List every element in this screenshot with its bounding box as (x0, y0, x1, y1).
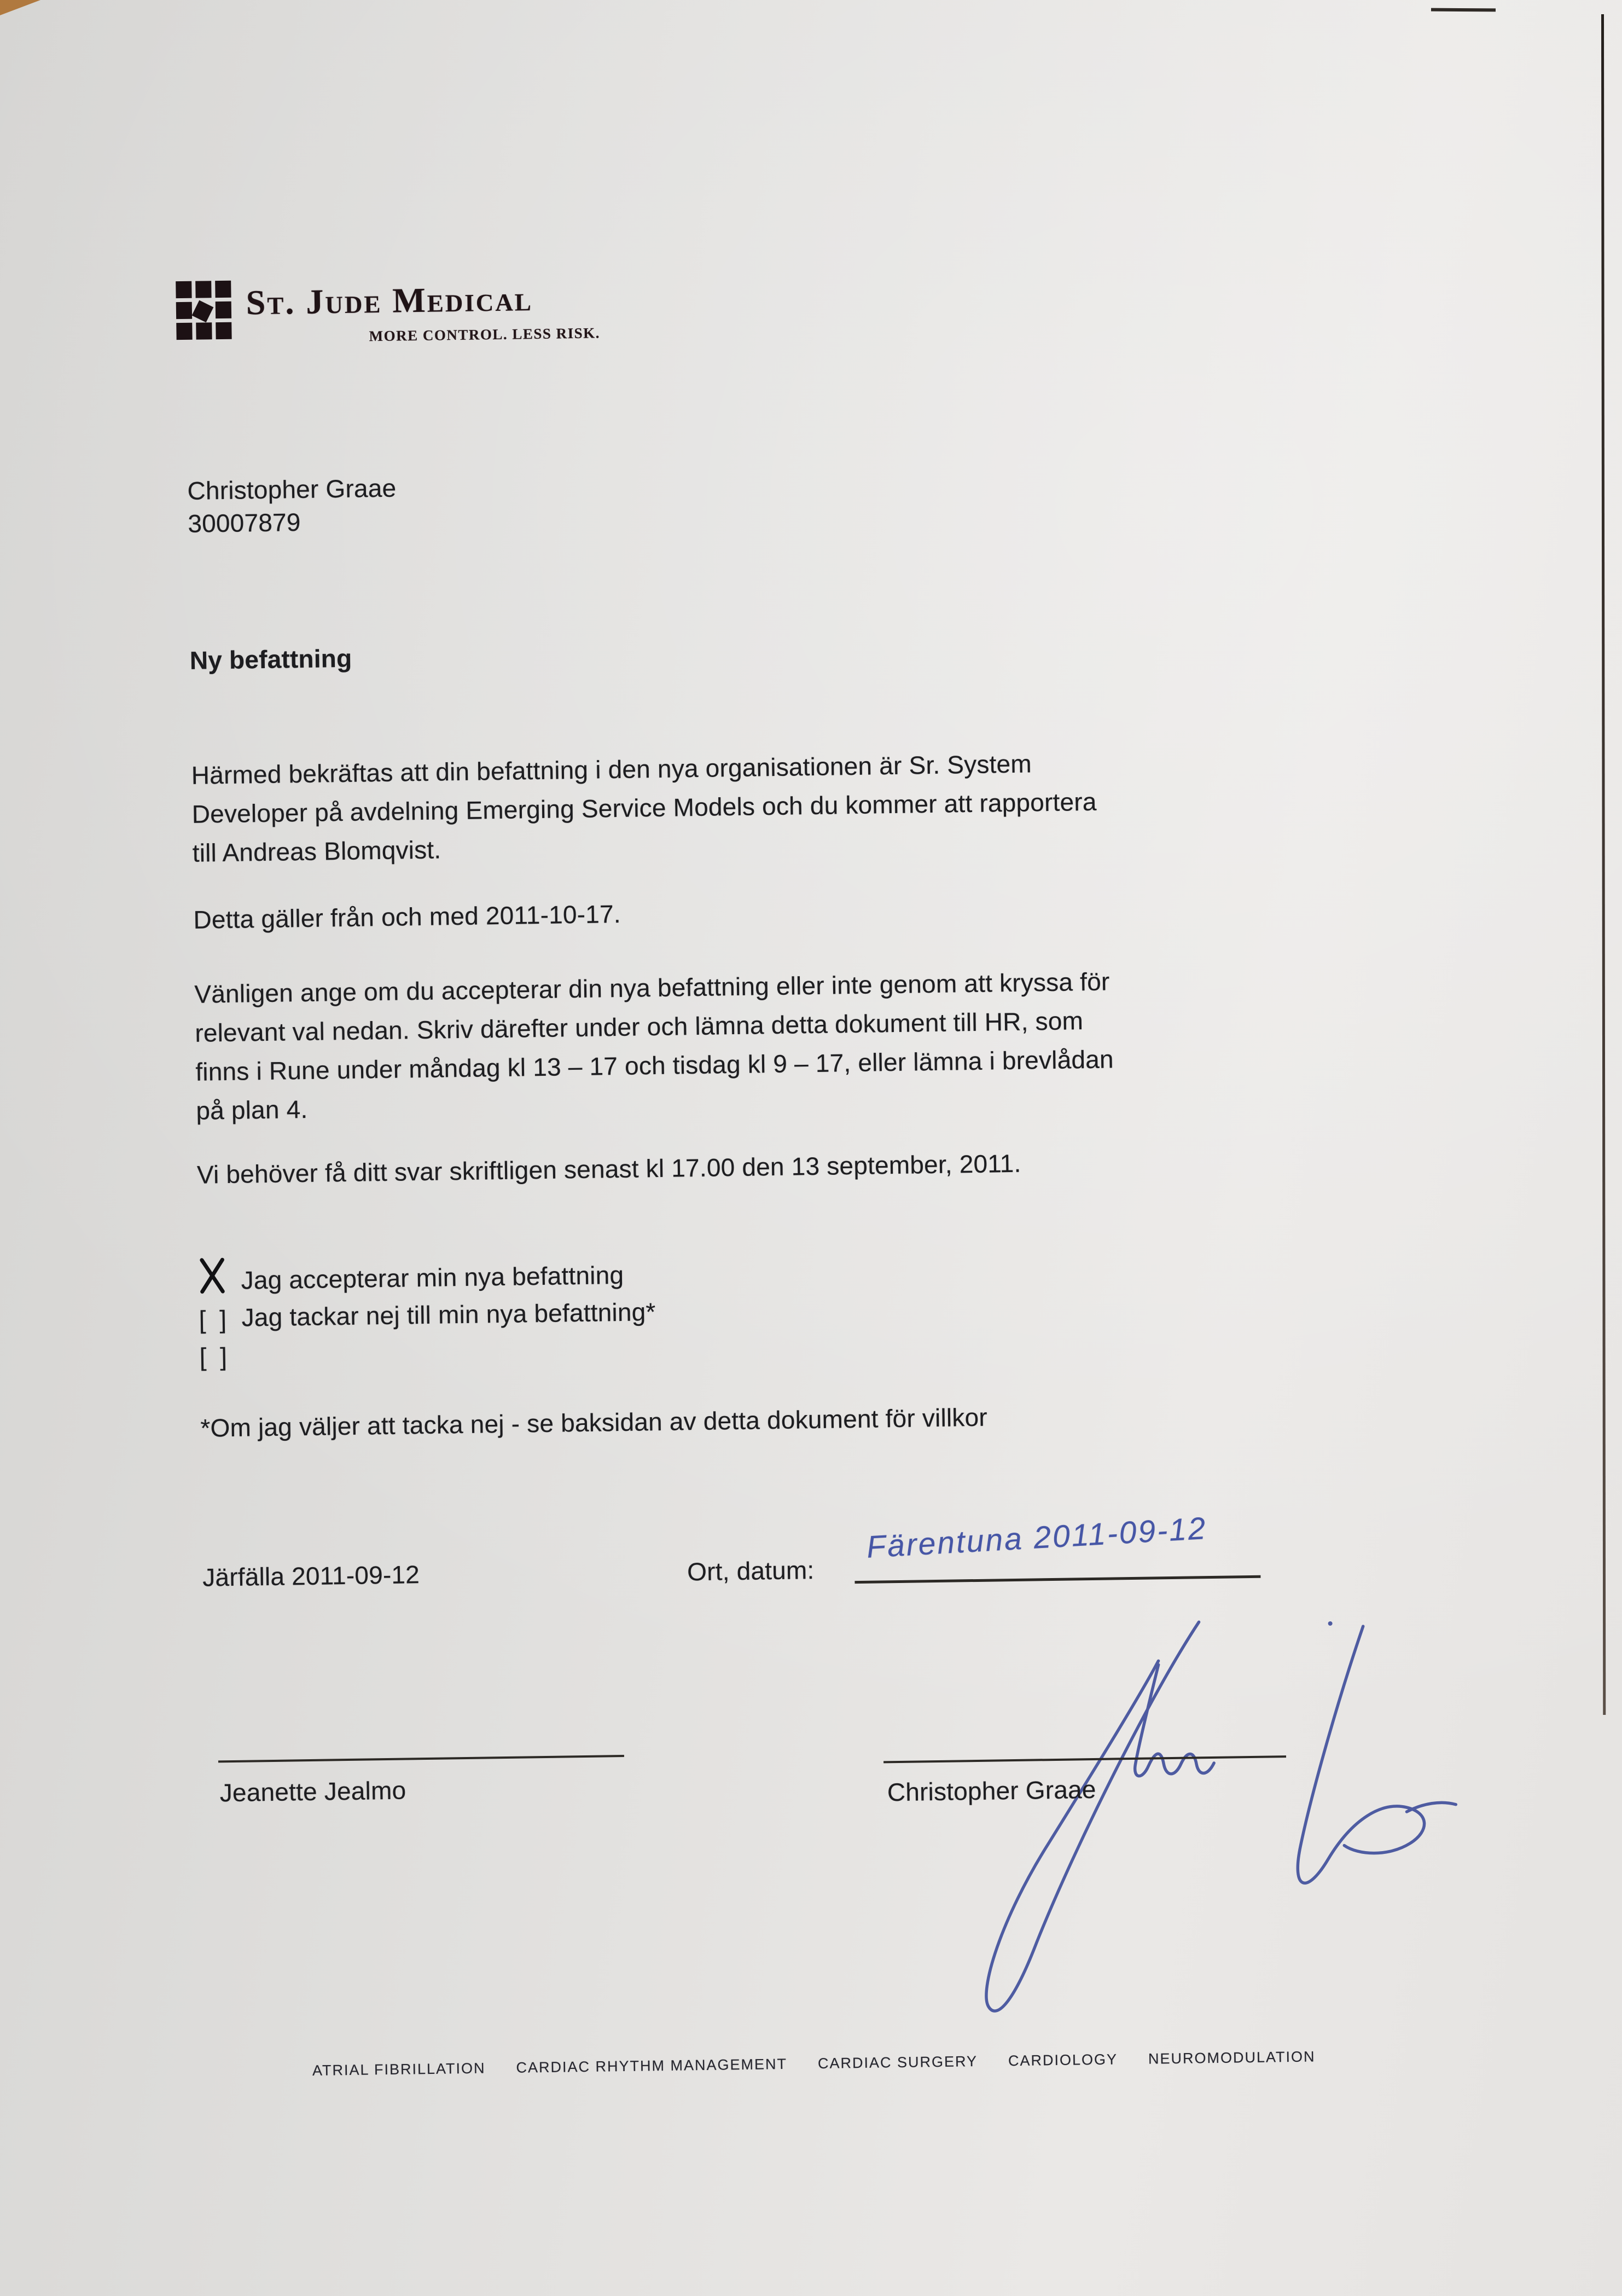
choice-decline-row (199, 1292, 656, 1377)
choice-accept-label: Jag accepterar min nya befattning (241, 1260, 624, 1295)
checkbox-brackets: [ ] (199, 1304, 230, 1334)
footer-item-atrial-fibrillation: ATRIAL FIBRILLATION (312, 2060, 486, 2079)
handwritten-signature (816, 1609, 1467, 2022)
paragraph-confirmation: Härmed bekräftas att din befattning i den nya organisationen är Sr. System Developer på avdelning Emerging Service Models och du kommer att rapportera till Andreas Blomqvist. (191, 749, 1097, 867)
ort-datum-underline (854, 1575, 1260, 1584)
footer-item-neuromodulation: NEUROMODULATION (1148, 2048, 1316, 2067)
logo-tagline: MORE CONTROL. LESS RISK. (369, 324, 601, 345)
checkbox-brackets: [ ] (199, 1342, 231, 1371)
ort-datum-label: Ort, datum: (687, 1556, 815, 1586)
paragraph-deadline: Vi behöver få ditt svar skriftligen senast kl 17.00 den 13 september, 2011. (196, 1149, 1021, 1189)
st-jude-medical-logo (176, 272, 778, 351)
signature-line-left (218, 1755, 624, 1762)
letter-heading: Ny befattning (189, 643, 352, 675)
footer-item-cardiac-rhythm-management: CARDIAC RHYTHM MANAGEMENT (516, 2055, 788, 2076)
handwritten-place-date: Färentuna 2011-09-12 (865, 1511, 1208, 1565)
footer-item-cardiac-surgery: CARDIAC SURGERY (817, 2053, 978, 2072)
letter-document (181, 0, 1498, 2296)
paper-edge-line-right (1601, 14, 1606, 1715)
checkbox-decline (199, 1298, 242, 1377)
footnote: *Om jag väljer att tacka nej - se baksidan av detta dokument för villkor (200, 1402, 988, 1442)
logo-wordmark: St. Jude Medical (246, 279, 533, 322)
footer-therapy-areas (256, 2048, 1372, 2080)
paragraph-effective-date: Detta gäller från och med 2011-10-17. (193, 899, 621, 934)
recipient-employee-id: 30007879 (187, 508, 301, 538)
photo-corner-background (0, 0, 40, 15)
footer-item-cardiology: CARDIOLOGY (1008, 2051, 1118, 2069)
paragraph-instructions: Vänligen ange om du accepterar din nya befattning eller inte genom att kryssa för relevant val nedan. Skriv därefter under och lämna detta dokument till HR, som finns i Rune under måndag kl 13 – 17 och tisdag kl 9 – 17, eller lämna i brevlådan på plan 4. (194, 967, 1114, 1125)
choice-decline-label: Jag tackar nej till min nya befattning* (241, 1297, 656, 1332)
signatory-left-name: Jeanette Jealmo (219, 1776, 406, 1807)
place-date-printed: Järfälla 2011-09-12 (202, 1560, 420, 1592)
logo-grid-icon (176, 281, 234, 341)
recipient-name: Christopher Graae (187, 473, 397, 505)
signatory-right-name: Christopher Graae (887, 1775, 1096, 1807)
